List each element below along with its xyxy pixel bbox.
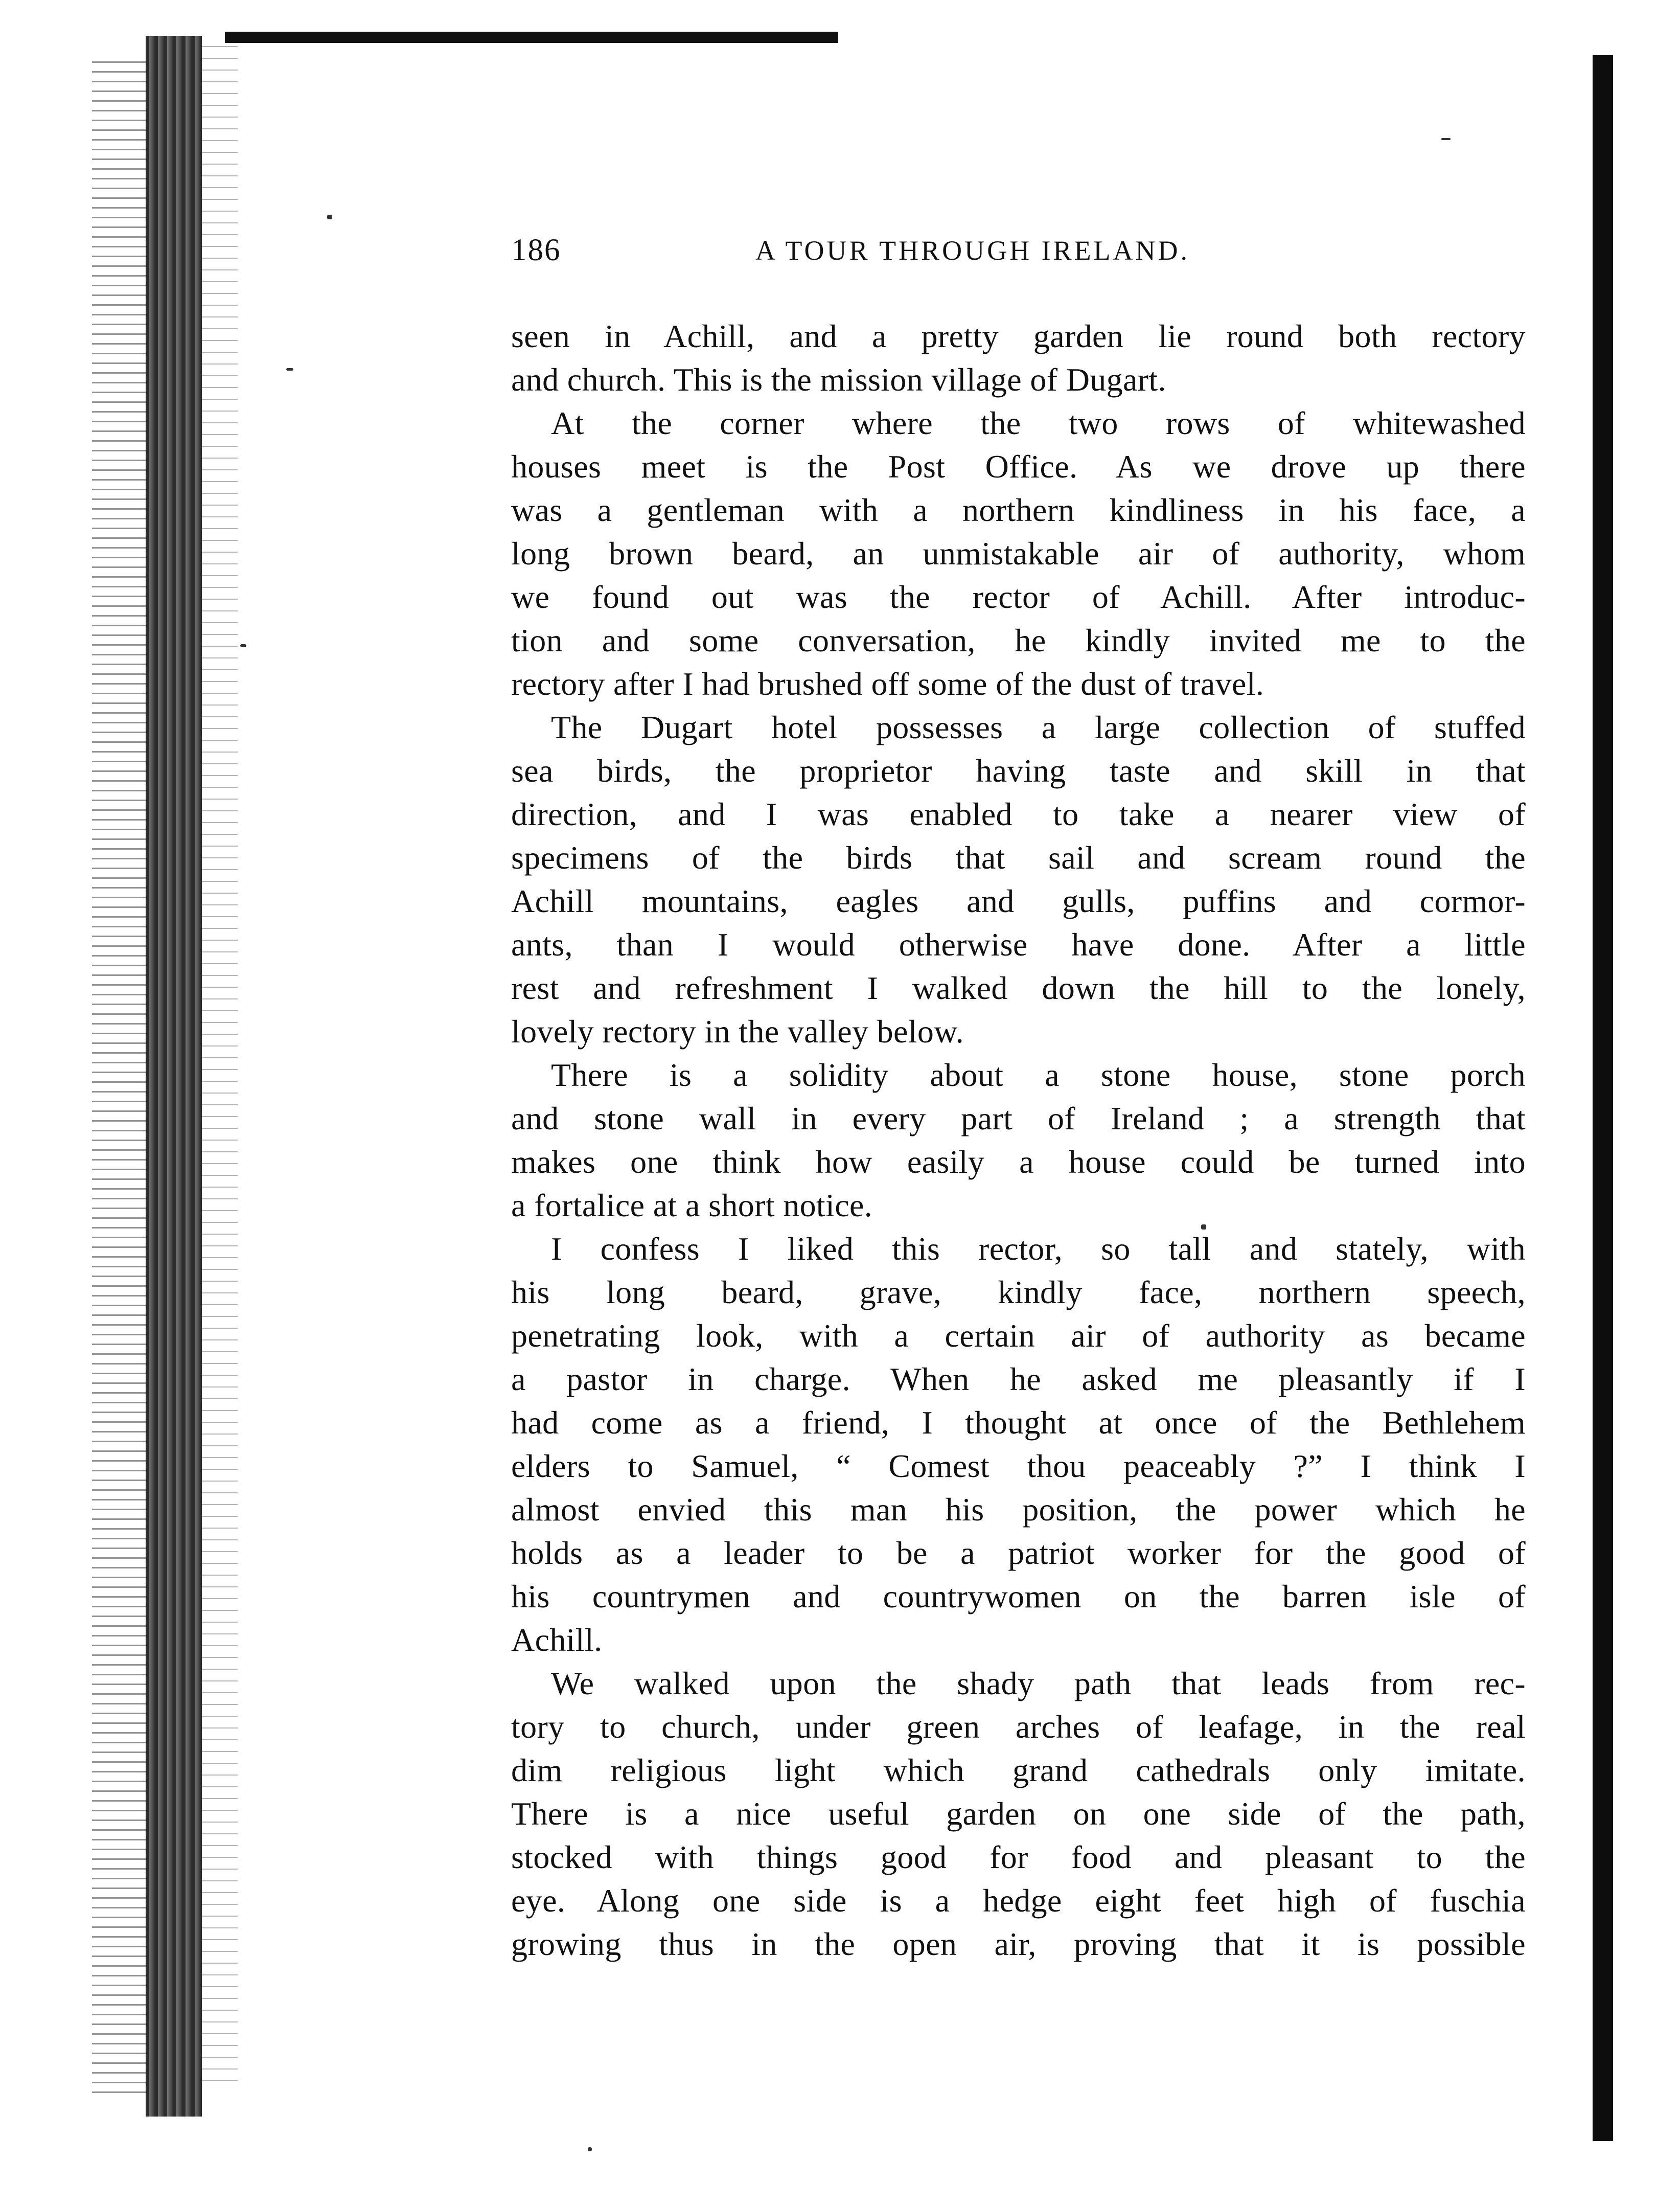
running-title: A TOUR THROUGH IRELAND. (755, 235, 1190, 266)
scan-speck (327, 215, 332, 219)
text-line: was a gentleman with a northern kindliness in his face, a (511, 492, 1526, 528)
binding-shadow-left (146, 36, 202, 2117)
text-line: dim religious light which grand cathedrals only imitate. (511, 1752, 1526, 1788)
text-line: had come as a friend, I thought at once of the Bethlehem (511, 1404, 1526, 1441)
scan-speck (240, 644, 246, 647)
text-line: a fortalice at a short notice. (511, 1187, 873, 1223)
text-line: lovely rectory in the valley below. (511, 1013, 964, 1050)
text-line: holds as a leader to be a patriot worker for the good of (511, 1535, 1526, 1571)
text-line: houses meet is the Post Office. As we drove up there (511, 448, 1526, 485)
text-line: we found out was the rector of Achill. After introduc- (511, 579, 1526, 615)
text-line: specimens of the birds that sail and scream round the (511, 839, 1526, 876)
text-line: his long beard, grave, kindly face, northern speech, (511, 1274, 1526, 1310)
scan-speck (286, 368, 293, 371)
text-line: makes one think how easily a house could be turned into (511, 1144, 1526, 1180)
scan-speck (588, 2147, 592, 2151)
text-line: a pastor in charge. When he asked me pleasantly if I (511, 1361, 1526, 1397)
text-line: At the corner where the two rows of whitewashed (551, 405, 1526, 441)
text-line: almost envied this man his position, the power which he (511, 1491, 1526, 1528)
text-line: growing thus in the open air, proving that it is possible (511, 1926, 1526, 1962)
text-line: sea birds, the proprietor having taste and skill in that (511, 753, 1526, 789)
text-line: his countrymen and countrywomen on the barren isle of (511, 1578, 1526, 1614)
text-line: long brown beard, an unmistakable air of authority, whom (511, 535, 1526, 572)
scan-top-edge (225, 32, 838, 43)
text-line: There is a nice useful garden on one side of the path, (511, 1795, 1526, 1832)
text-line: ants, than I would otherwise have done. After a little (511, 926, 1526, 963)
text-line: tion and some conversation, he kindly invited me to the (511, 622, 1526, 658)
page-header (511, 228, 1526, 274)
text-line: rectory after I had brushed off some of the dust of travel. (511, 666, 1264, 702)
text-line: seen in Achill, and a pretty garden lie round both rectory (511, 318, 1526, 354)
text-line: We walked upon the shady path that leads from rec- (551, 1665, 1526, 1701)
text-line: penetrating look, with a certain air of authority as became (511, 1317, 1526, 1354)
text-line: and church. This is the mission village of Dugart. (511, 361, 1166, 398)
binding-shadow-right (1593, 55, 1613, 2141)
text-line: stocked with things good for food and pleasant to the (511, 1839, 1526, 1875)
page-number: 186 (511, 233, 561, 267)
text-line: rest and refreshment I walked down the hill to the lonely, (511, 970, 1526, 1006)
text-line: Achill. (511, 1622, 603, 1658)
text-line: and stone wall in every part of Ireland ; a strength that (511, 1100, 1526, 1136)
text-line: elders to Samuel, “ Comest thou peaceably ?” I think I (511, 1448, 1526, 1484)
binding-shadow-left-faint (92, 61, 146, 2096)
text-line: I confess I liked this rector, so tall and stately, with (551, 1231, 1526, 1267)
text-line: Achill mountains, eagles and gulls, puffins and cormor- (511, 883, 1526, 919)
text-line: The Dugart hotel possesses a large collection of stuffed (551, 709, 1526, 745)
scan-speck (1201, 1224, 1206, 1230)
body-text (511, 314, 1526, 1966)
scan-speck (1441, 138, 1451, 140)
text-line: eye. Along one side is a hedge eight feet high of fuschia (511, 1882, 1526, 1919)
text-line: There is a solidity about a stone house, stone porch (551, 1057, 1526, 1093)
text-line: direction, and I was enabled to take a nearer view of (511, 796, 1526, 832)
binding-shadow-left-outer (202, 46, 238, 2091)
text-line: tory to church, under green arches of leafage, in the real (511, 1709, 1526, 1745)
